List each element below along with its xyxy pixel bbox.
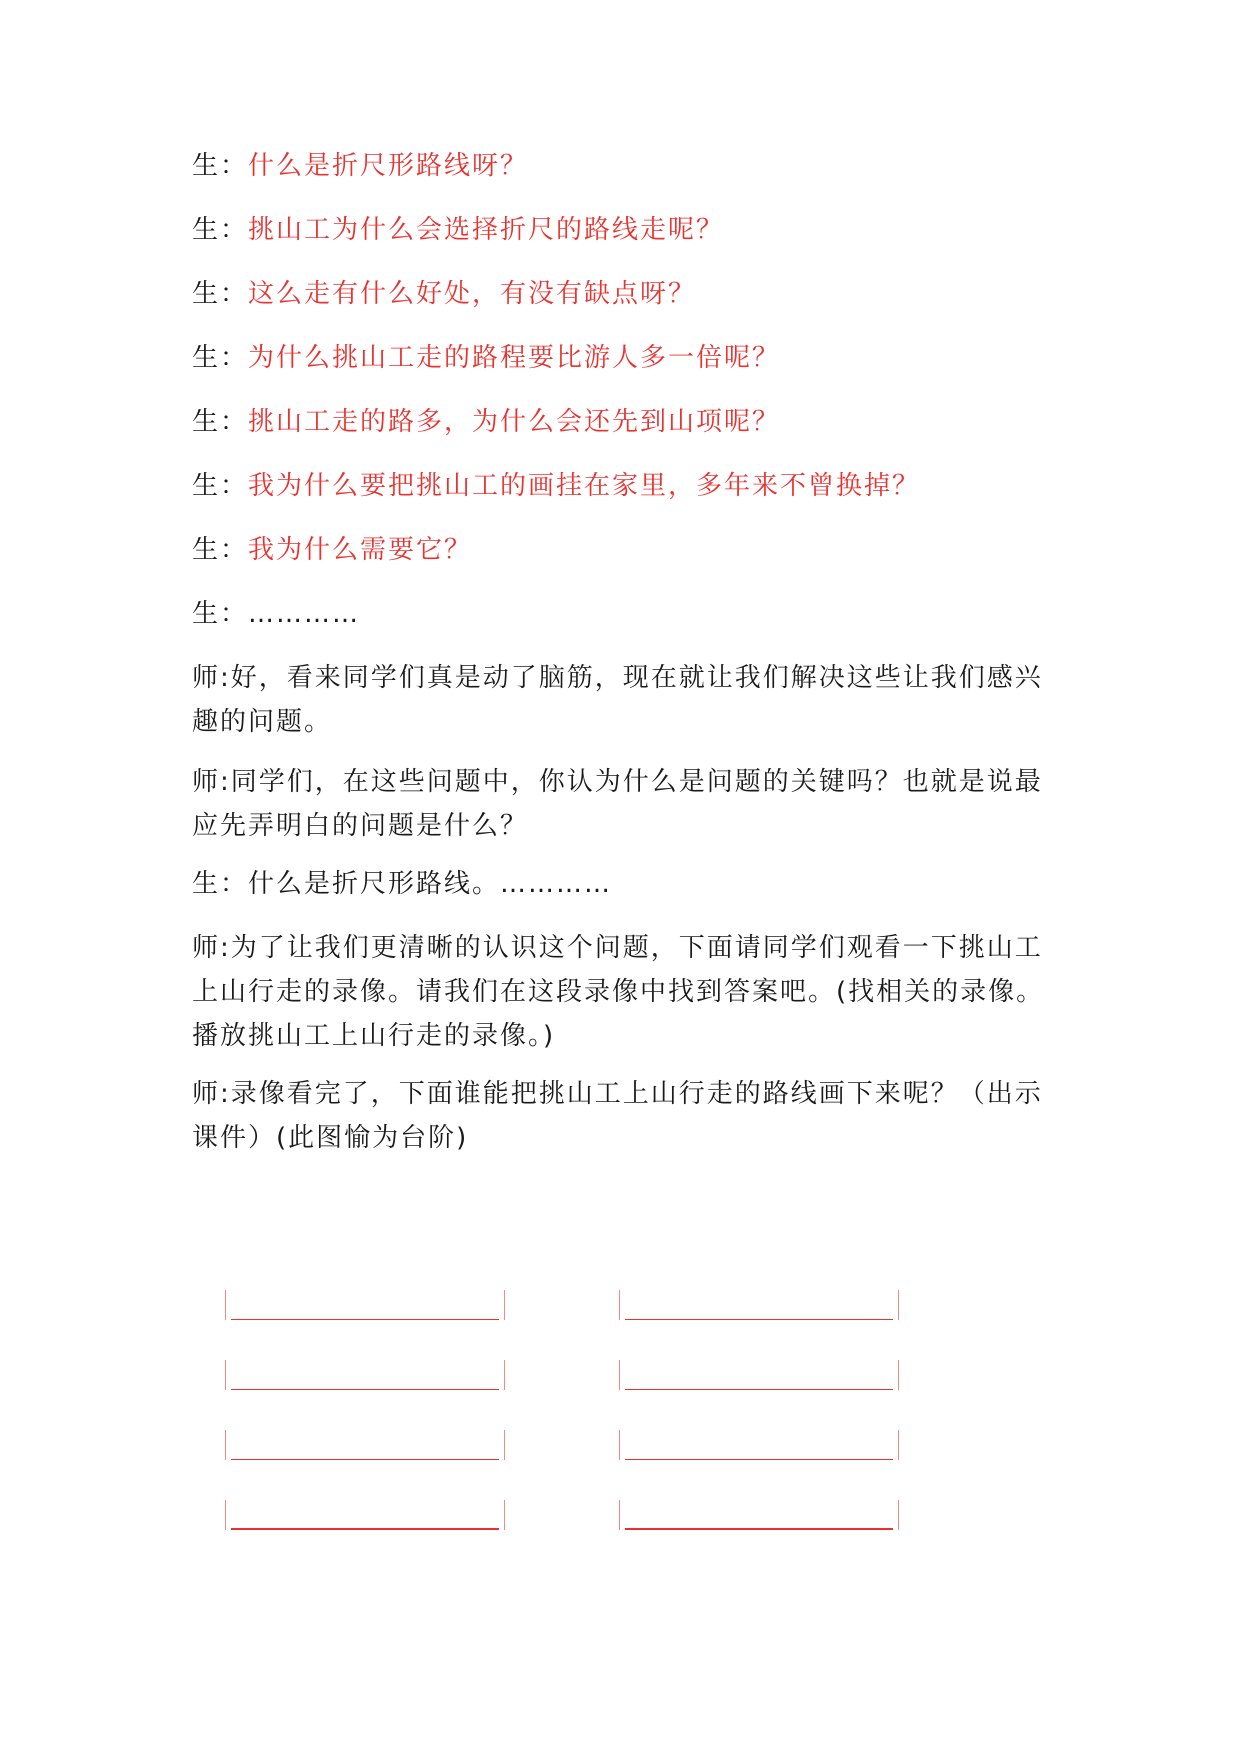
line-2 <box>192 208 1062 252</box>
paragraph-text: 录像看完了，下面谁能把挑山工上山行走的路线画下来呢？（出示课件）(此图愉为台阶) <box>192 1079 1043 1153</box>
paragraph-text: 为了让我们更清晰的认识这个问题，下面请同学们观看一下挑山工上山行走的录像。请我们在这段录像中找到答案吧。(找相关的录像。播放挑山工上山行走的录像。) <box>192 933 1045 1051</box>
line-3 <box>192 272 1062 316</box>
step-row <box>225 1500 505 1536</box>
speaker-label: 生： <box>192 151 249 181</box>
speaker-label: 师: <box>192 767 231 797</box>
student-answer <box>192 862 1062 906</box>
line-1 <box>192 144 1062 188</box>
speaker-label: 师: <box>192 1079 231 1109</box>
line-5 <box>192 400 1062 444</box>
steps-column-left <box>225 1290 505 1570</box>
teacher-paragraph-1 <box>192 656 1062 744</box>
paragraph-text: 好，看来同学们真是动了脑筋，现在就让我们解决这些让我们感兴趣的问题。 <box>192 663 1043 737</box>
speaker-label: 师: <box>192 933 231 963</box>
line-4 <box>192 336 1062 380</box>
paragraph-text: 同学们，在这些问题中，你认为什么是问题的关键吗？也就是说最应先弄明白的问题是什么？ <box>192 767 1043 841</box>
speaker-label: 生： <box>192 343 249 373</box>
speaker-label: 生： <box>192 471 249 501</box>
step-row <box>619 1500 899 1536</box>
question-text: 为什么挑山工走的路程要比游人多一倍呢？ <box>248 343 781 373</box>
question-text: 挑山工为什么会选择折尺的路线走呢？ <box>248 215 725 245</box>
speaker-label: 生： <box>192 599 249 629</box>
speaker-label: 生： <box>192 535 249 565</box>
line-8 <box>192 592 1062 636</box>
teacher-paragraph-4 <box>192 1072 1062 1160</box>
question-text: 挑山工走的路多，为什么会还先到山项呢？ <box>248 407 781 437</box>
question-text: 什么是折尺形路线呀？ <box>248 151 529 181</box>
question-text: 这么走有什么好处，有没有缺点呀？ <box>248 279 697 309</box>
steps-column-right <box>619 1290 899 1570</box>
ellipsis-text: ………… <box>248 599 361 629</box>
question-text: 我为什么要把挑山工的画挂在家里，多年来不曾换掉？ <box>248 471 921 501</box>
question-text: 我为什么需要它？ <box>248 535 473 565</box>
speaker-label: 生： <box>192 215 249 245</box>
teacher-paragraph-2 <box>192 760 1062 848</box>
speaker-label: 生： <box>192 279 249 309</box>
line-7 <box>192 528 1062 572</box>
step-row <box>619 1430 899 1466</box>
line-6 <box>192 464 1062 508</box>
step-row <box>225 1360 505 1396</box>
speaker-label: 生： <box>192 869 249 899</box>
teacher-paragraph-3 <box>192 926 1062 1058</box>
speaker-label: 生： <box>192 407 249 437</box>
speaker-label: 师: <box>192 663 231 693</box>
paragraph-text: 什么是折尺形路线。………… <box>248 869 613 899</box>
step-row <box>225 1290 505 1326</box>
step-row <box>619 1290 899 1326</box>
step-row <box>619 1360 899 1396</box>
step-row <box>225 1430 505 1466</box>
